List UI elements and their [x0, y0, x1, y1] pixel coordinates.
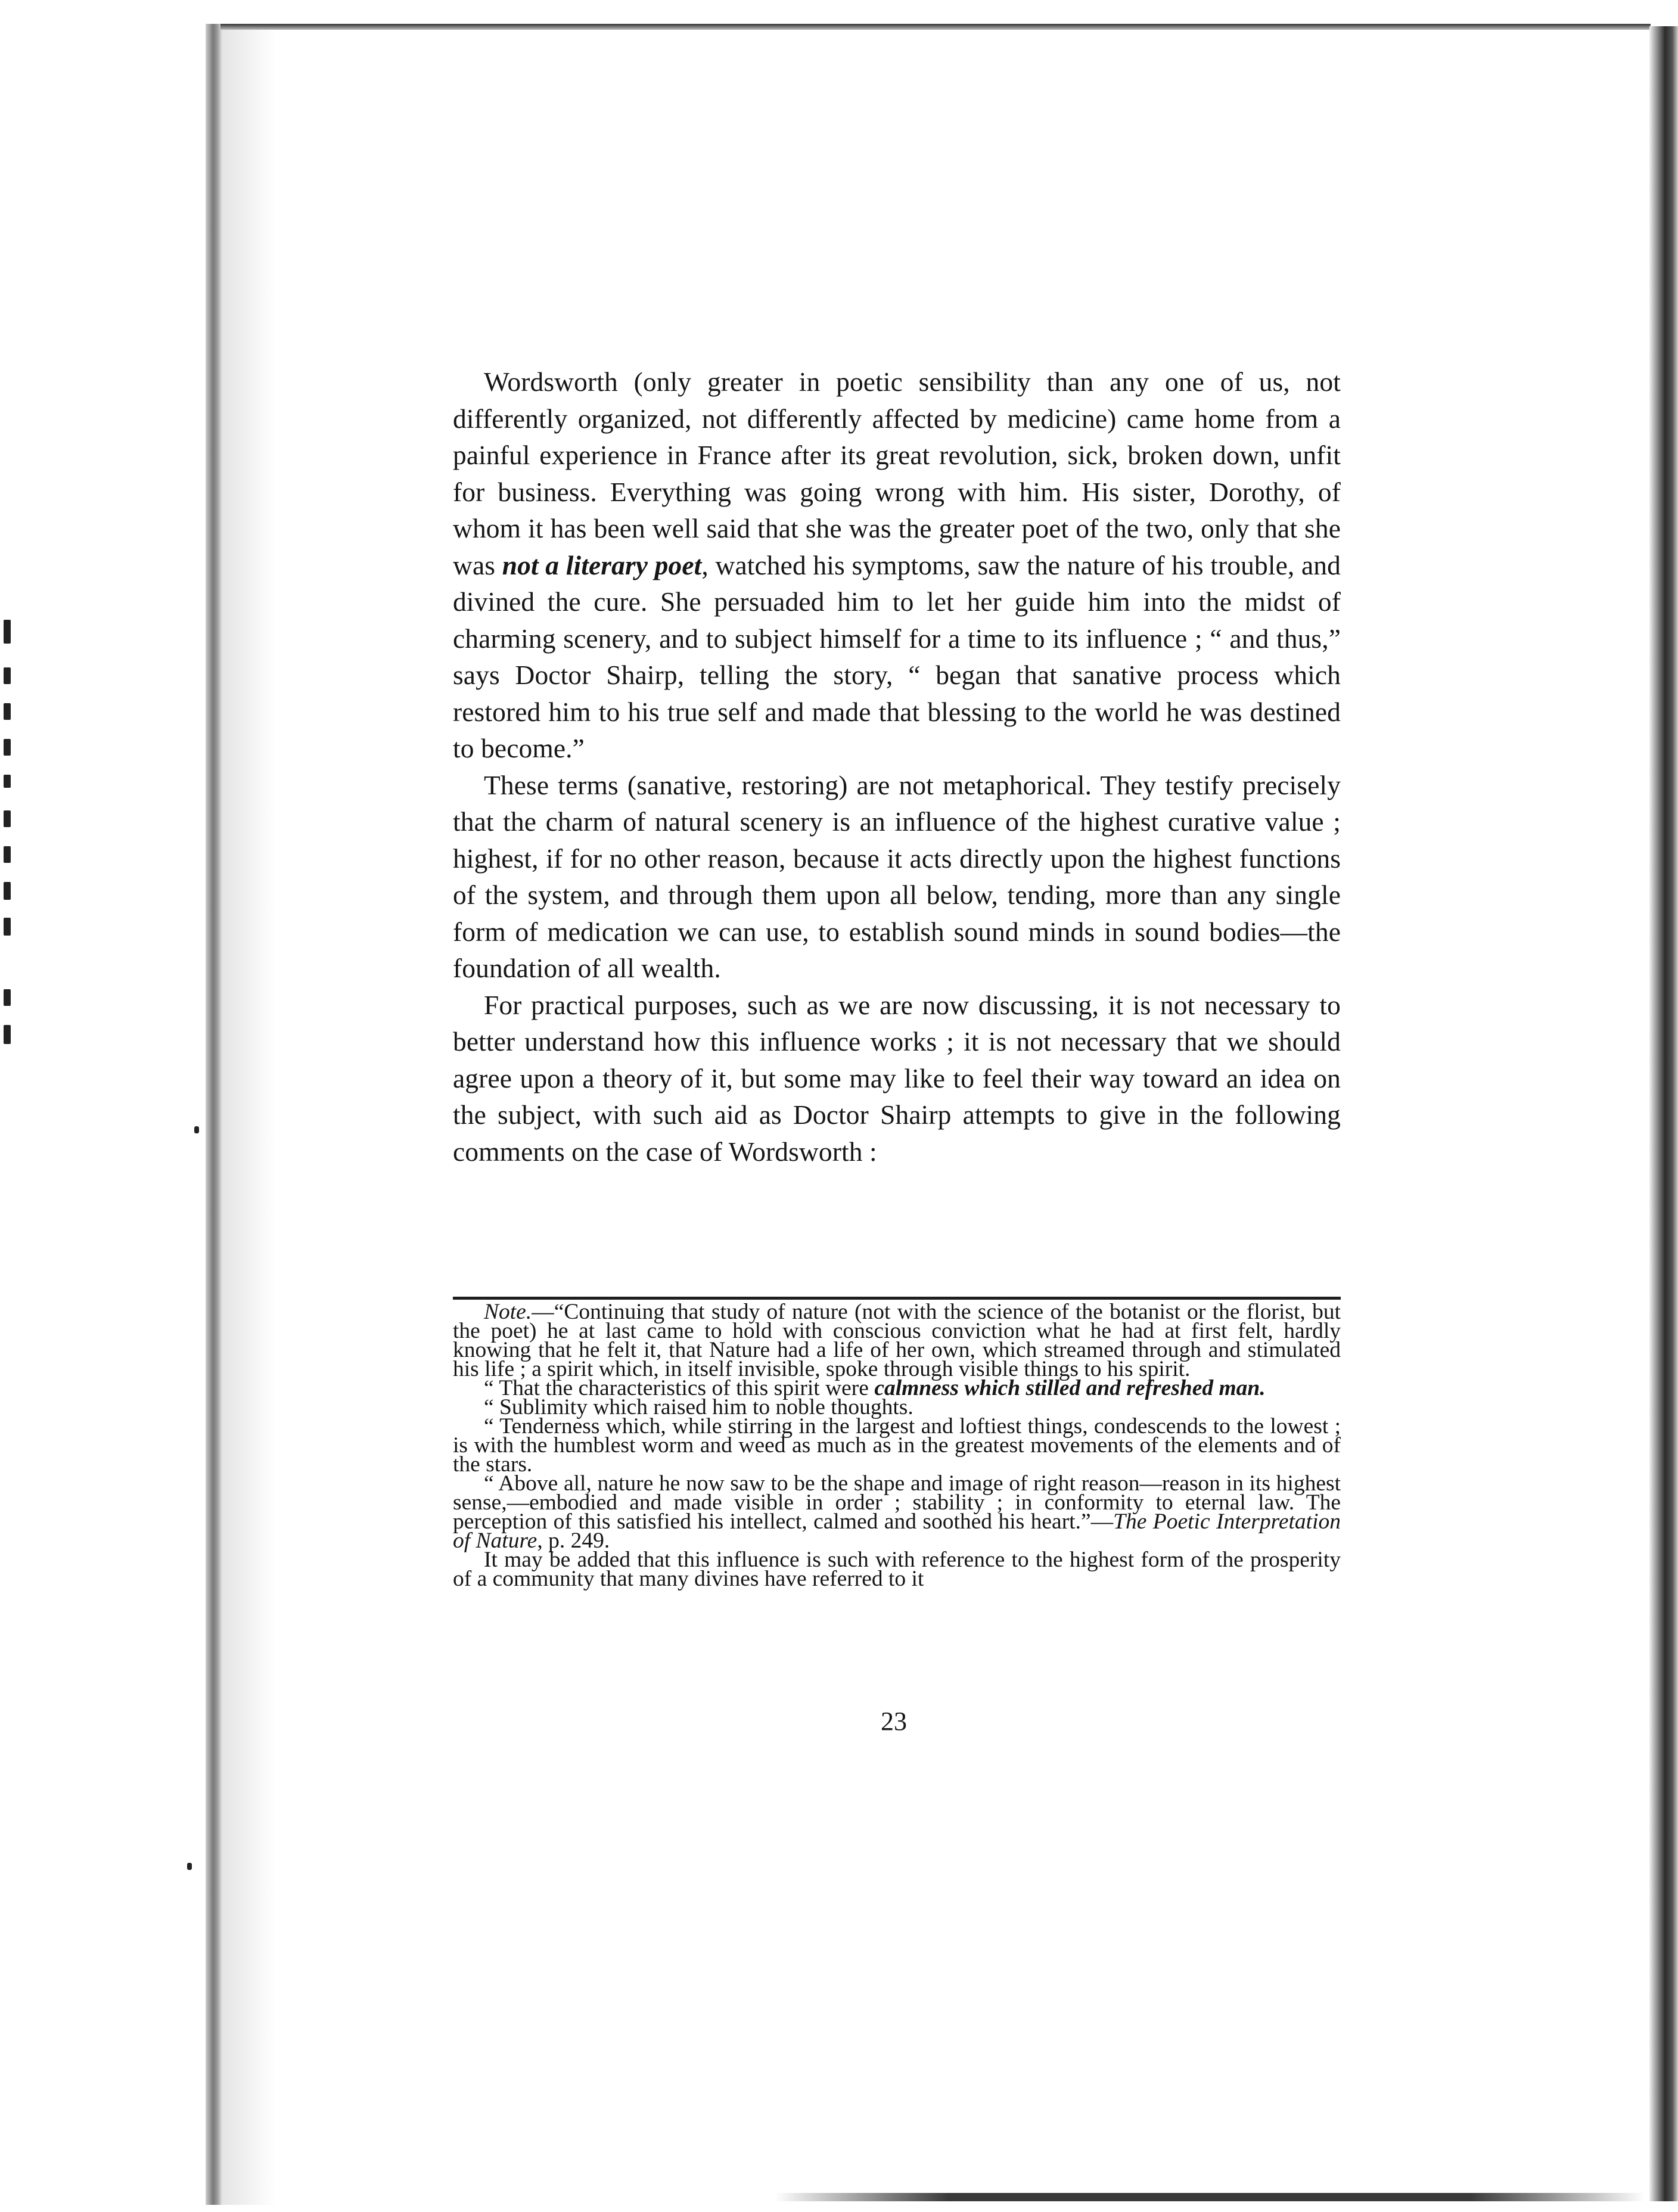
page-right-edge [1649, 26, 1678, 2201]
gutter-shadow [222, 24, 276, 2205]
footnote-line-6: It may be added that this influence is such with reference to the highest form of the prosperity of a community that many divines have referred to it [453, 1548, 1341, 1591]
paragraph-1 [453, 364, 1341, 767]
facing-page-text-fragments [0, 596, 18, 1311]
italic-phrase: not a literary poet [502, 549, 702, 580]
speck [187, 1863, 192, 1870]
page-bottom-edge [775, 2193, 1645, 2201]
footnote-line-5-text: “ Above all, nature he now saw to be the shape and image of right reason—reason in its highest sense,—embodied and made visible in order ; stability ; in conformity to eternal law. The perception of this satisfied his intellect, calmed and soothed his heart.”— [453, 1471, 1341, 1534]
page-number: 23 [881, 1707, 907, 1736]
footnote-label: Note. [484, 1300, 532, 1324]
footnote-line-5 [453, 1471, 1341, 1553]
paragraph-1-part-1: Wordsworth (only greater in poetic sensibility than any one of us, not differently organized, not differently affected by medicine) came home from a painful experience in France after its great revolution, sick, broken down, unfit for business. Everything was going wrong with him. His sister, Dorothy, of whom it has been well said that she was the greater poet of the two, only that she was [453, 366, 1341, 580]
footnote-line-2-text: “ That the characteristics of this spirit were [484, 1376, 875, 1400]
page-top-edge [220, 24, 1651, 30]
footnote-line-1-text: —“Continuing that study of nature (not with the science of the botanist or the florist, but the poet) he at last came to hold with conscious conviction what he had at first felt, hardly knowing that he felt it, that Nature had a life of her own, which streamed through and stimulated his life ; a spirit which, in itself invisible, spoke through visible things to his spirit. [453, 1300, 1341, 1381]
footnote-line-4: “ Tenderness which, while stirring in the largest and loftiest things, condescends to the lowest ; is with the humblest worm and weed as much as in the greatest movements of the elements and of the stars. [453, 1414, 1341, 1477]
paragraph-3: For practical purposes, such as we are now discussing, it is not necessary to better understand how this influence works ; it is not necessary that we should agree upon a theory of it, but some may like to feel their way toward an idea on the subject, with such aid as Doctor Shairp attempts to give in the following comments on the case of Wordsworth : [453, 989, 1341, 1167]
footnote-line-2-italic: calmness which stilled and refreshed man. [874, 1376, 1266, 1400]
footnote-line-1 [453, 1300, 1341, 1381]
footnote-line-5-tail: , p. 249. [537, 1528, 610, 1553]
body-text [453, 364, 1341, 1170]
footnote-line-5-italic: The Poetic Interpretation of Nature [453, 1509, 1341, 1553]
footnote [453, 1300, 1341, 1591]
paragraph-2: These terms (sanative, restoring) are not metaphorical. They testify precisely that the charm of natural scenery is an influence of the highest curative value ; highest, if for no other reason, because it acts directly upon the highest functions of the system, and through them upon all below, tending, more than any single form of medication we can use, to establish sound minds in sound bodies—the foundation of all wealth. [453, 769, 1341, 983]
paragraph-1-part-2: , watched his symptoms, saw the nature of his trouble, and divined the cure. She persuaded him to let her guide him into the midst of charming scenery, and to subject himself for a time to its influence ; “ and thus,” says Doctor Shairp, telling the story, “ began that sanative process which restored him to his true self and made that blessing to the world he was destined to become.” [453, 549, 1341, 763]
facing-page-edge [0, 36, 206, 2193]
book-gutter [206, 24, 222, 2205]
footnote-line-3: “ Sublimity which raised him to noble thoughts. [484, 1395, 913, 1419]
speck [194, 1126, 199, 1133]
